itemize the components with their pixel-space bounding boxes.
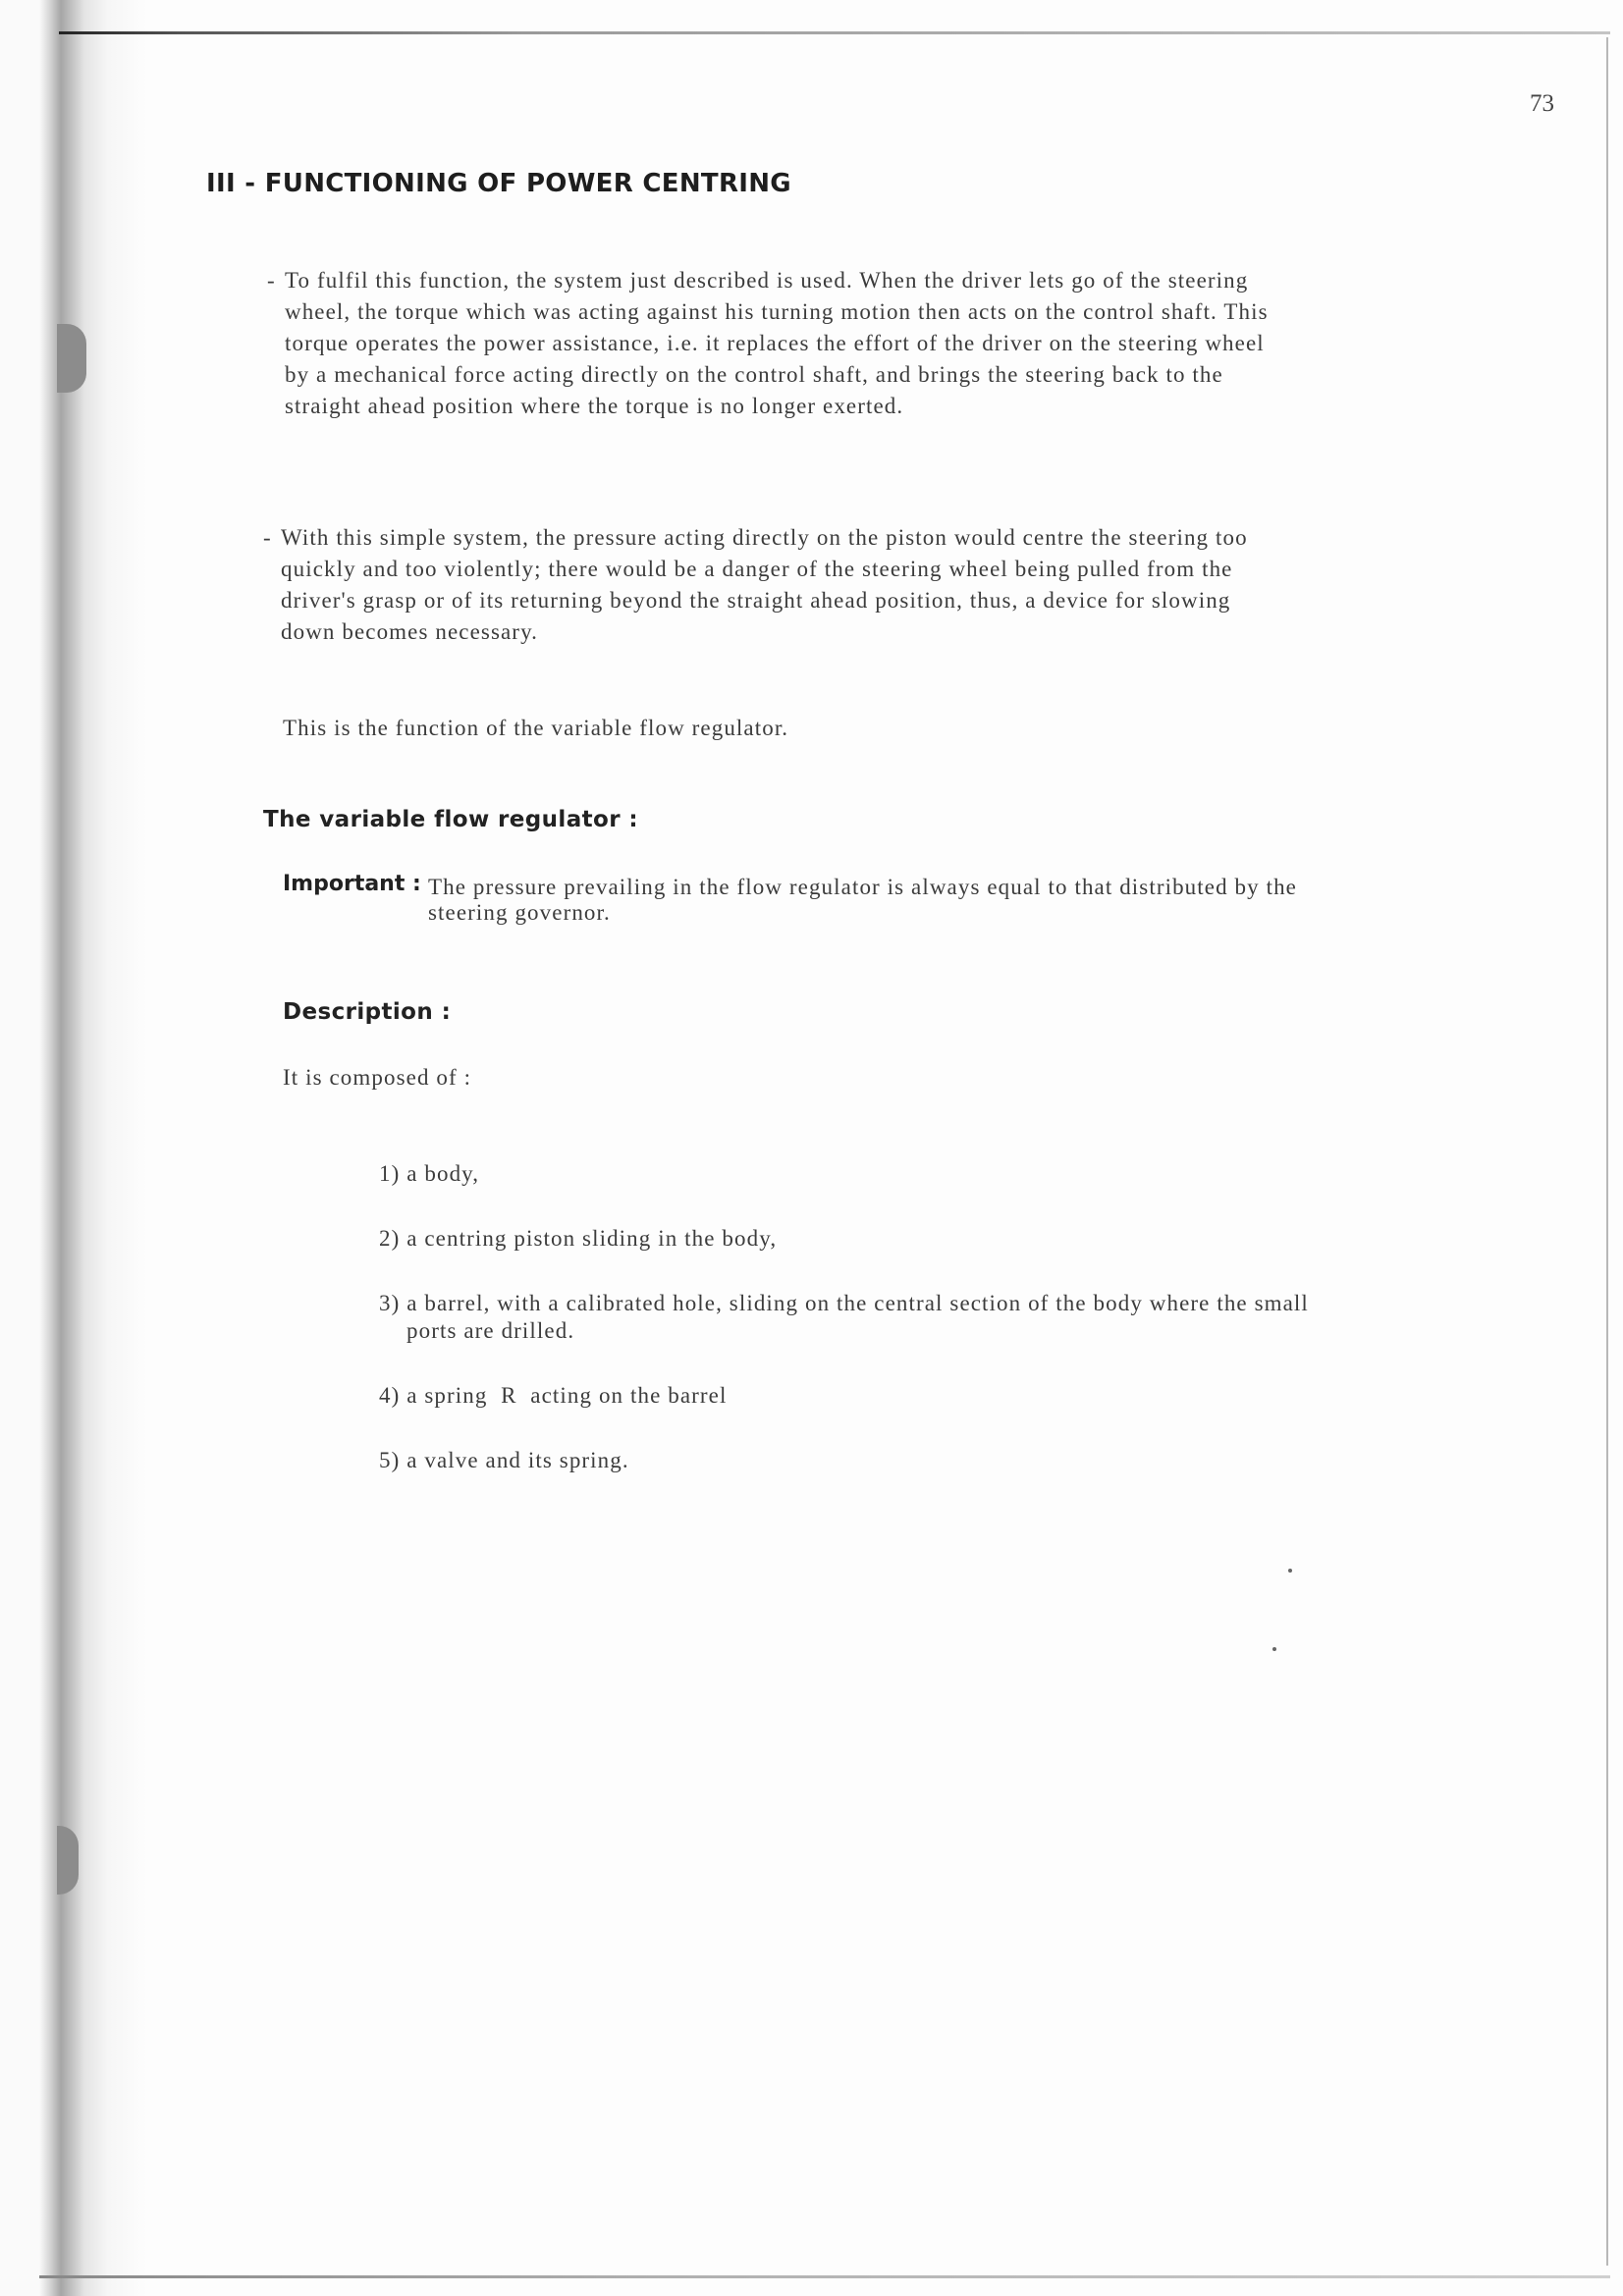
scan-bottom-edge [39,2275,1610,2278]
page-number: 73 [1530,90,1554,117]
binding-tab-mark [57,1826,79,1895]
list-item-line: ports are drilled. [406,1318,575,1343]
paragraph-line: down becomes necessary. [281,619,539,644]
paragraph-power-centring [267,265,1269,422]
scan-speck [1272,1647,1276,1651]
important-text [428,872,1297,929]
paragraph-line: by a mechanical force acting directly on the control shaft, and brings the steering back to the [285,362,1223,387]
list-item [379,1380,727,1412]
description-intro [283,1062,471,1094]
paragraph-line: To fulfil this function, the system just described is used. When the driver lets go of the steering [285,268,1249,293]
paragraph-line: quickly and too violently; there would be a danger of the steering wheel being pulled from the [281,557,1233,581]
list-item-line: 4) a spring R acting on the barrel [379,1383,728,1408]
paragraph-line: This is the function of the variable flow regulator. [283,716,789,740]
list-item-line: 2) a centring piston sliding in the body, [379,1226,778,1251]
paragraph-line: torque operates the power assistance, i.e. it replaces the effort of the driver on the steering wheel [285,331,1265,355]
paragraph-line: It is composed of : [283,1065,472,1090]
list-item [379,1223,777,1255]
paragraph-line: The pressure prevailing in the flow regulator is always equal to that distributed by the [428,875,1297,899]
subheading-description: Description : [283,999,452,1025]
paragraph-line: steering governor. [428,900,611,925]
important-label: Important : [283,872,421,896]
bullet-dash: - [263,525,272,550]
scan-top-edge [59,31,1610,34]
paragraph-simple-system [263,522,1248,648]
list-item [379,1445,629,1476]
paragraph-function [283,713,788,744]
paragraph-line: wheel, the torque which was acting against his turning motion then acts on the control shaft. This [285,299,1269,324]
scan-right-edge [1606,37,1608,2266]
scan-speck [1288,1569,1292,1573]
bullet-dash: - [267,268,276,293]
list-item-line: 1) a body, [379,1161,480,1186]
paragraph-line: driver's grasp or of its returning beyond the straight ahead position, thus, a device for slowing [281,588,1231,613]
paragraph-line: With this simple system, the pressure acting directly on the piston would centre the steering too [281,525,1248,550]
list-item-line: 3) a barrel, with a calibrated hole, sliding on the central section of the body where the small [379,1291,1309,1315]
list-item [379,1158,479,1190]
list-item-line: 5) a valve and its spring. [379,1448,629,1472]
list-item [379,1288,1309,1347]
subheading-flow-regulator: The variable flow regulator : [263,807,638,832]
paragraph-line: straight ahead position where the torque is no longer exerted. [285,394,904,418]
binding-tab-mark [57,324,86,393]
section-heading: III - FUNCTIONING OF POWER CENTRING [206,169,791,198]
